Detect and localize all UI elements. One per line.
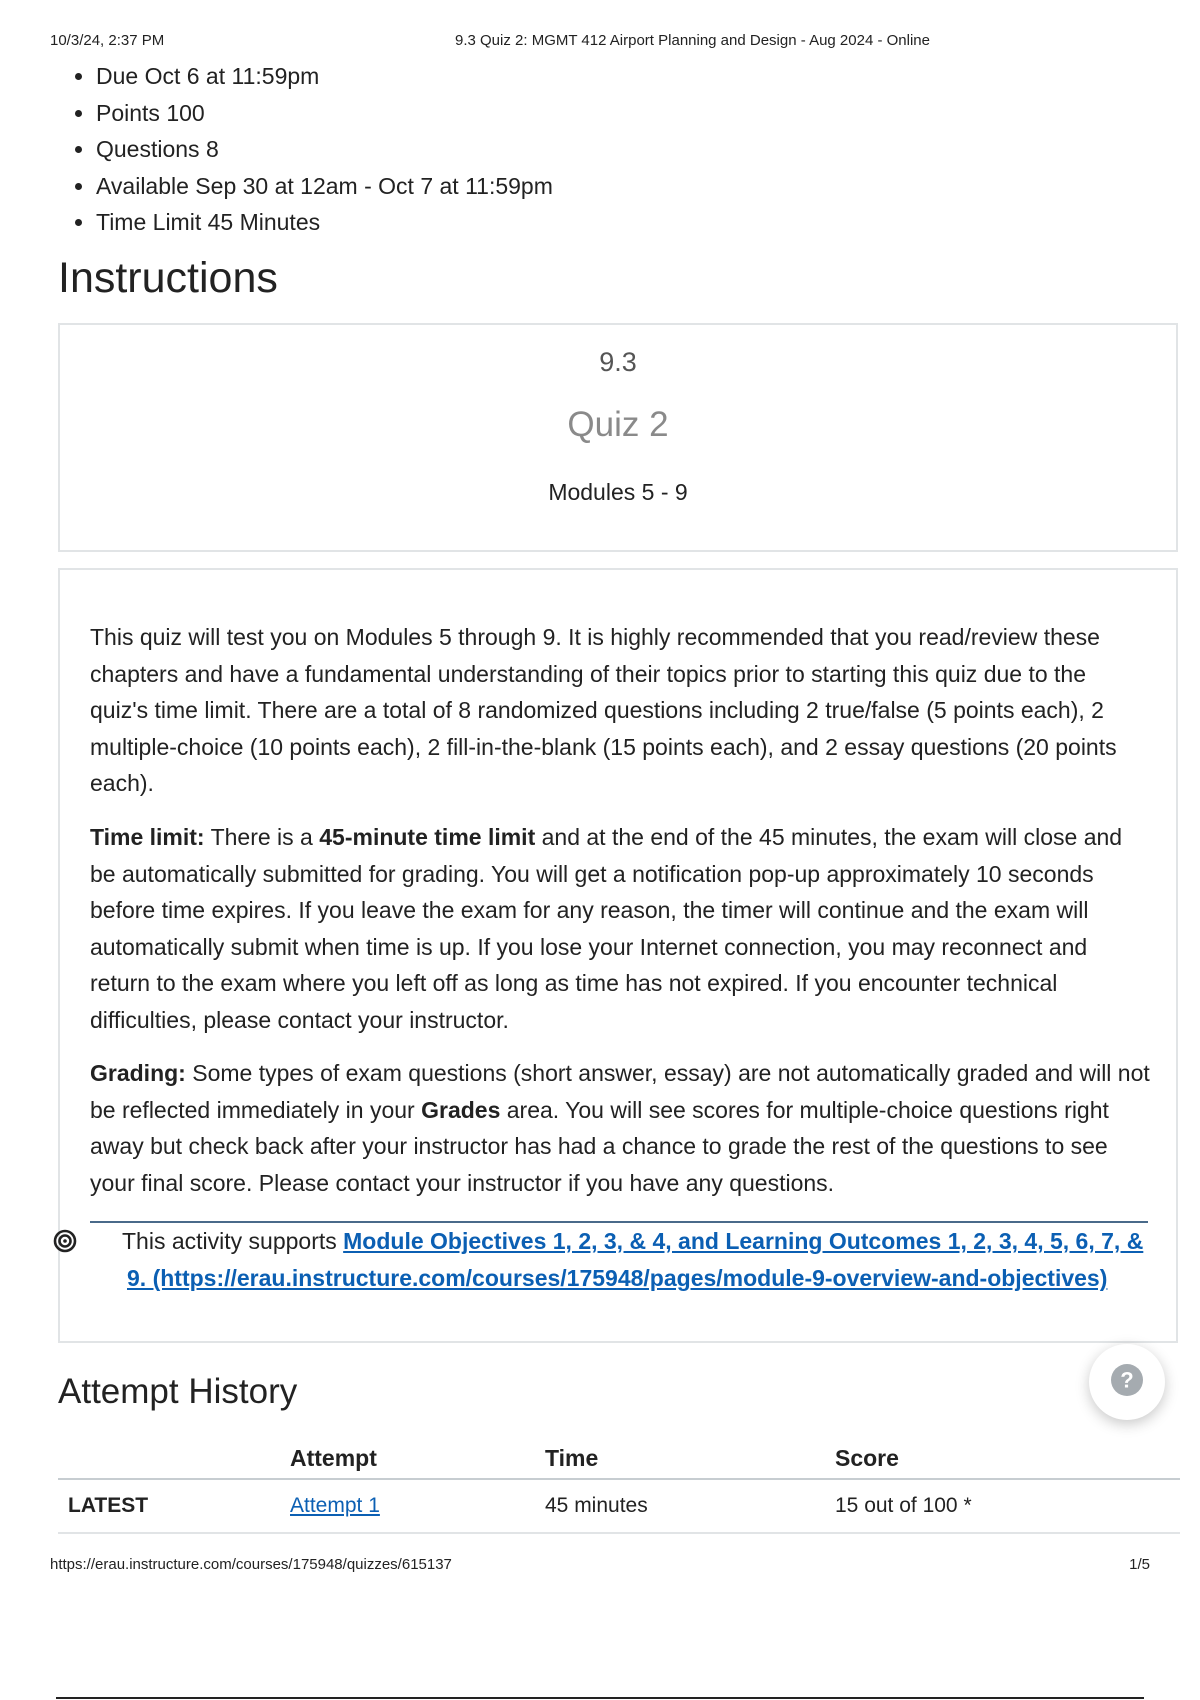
- attempt-link[interactable]: Attempt 1: [290, 1494, 380, 1517]
- banner-modules: Modules 5 - 9: [548, 479, 688, 505]
- time-limit-text-a: There is a: [204, 824, 320, 850]
- attempt-score: 15 out of 100 *: [825, 1479, 1180, 1533]
- attempt-time: 45 minutes: [535, 1479, 825, 1533]
- print-url: https://erau.instructure.com/courses/175948/quizzes/615137: [50, 1556, 452, 1573]
- print-header: [50, 32, 1150, 52]
- time-limit-label: Time limit:: [90, 824, 205, 850]
- quiz-detail-due: • Due Oct 6 at 11:59pm: [96, 58, 553, 95]
- quiz-detail-questions: • Questions 8: [96, 131, 553, 168]
- time-limit-bold: 45-minute time limit: [319, 824, 536, 850]
- banner-number: 9.3: [599, 347, 637, 377]
- attempt-cell: [280, 1479, 535, 1533]
- quiz-banner: [58, 323, 1178, 552]
- help-icon: [1110, 1363, 1144, 1402]
- grading-text-a: Some types of exam questions (short answer, essay) are not automatically graded and will not be reflected immediately in your: [90, 1060, 1150, 1123]
- quiz-detail-time-limit: • Time Limit 45 Minutes: [96, 204, 553, 241]
- svg-text:?: ?: [1120, 1367, 1134, 1392]
- help-button[interactable]: [1089, 1344, 1165, 1420]
- grading-bold: Grades: [421, 1096, 501, 1123]
- attempt-history-heading: Attempt History: [58, 1372, 298, 1411]
- objectives-link[interactable]: Module Objectives 1, 2, 3, & 4, and Learning Outcomes 1, 2, 3, 4, 5, 6, 7, & 9. (https://erau.instructure.com/courses/175948/pages/module-9-overview-and-objectives): [127, 1228, 1144, 1291]
- column-header-time: Time: [535, 1438, 825, 1479]
- instructions-heading: Instructions: [58, 254, 278, 302]
- column-header-status: [58, 1438, 280, 1479]
- time-limit-text-b: and at the end of the 45 minutes, the exam will close and be automatically submitted for grading. You will get a notification pop-up approximately 10 seconds before time expires. If you leave the exam for any reason, the timer will continue and the exam will automatically submit when time is up. If you lose your Internet connection, you may reconnect and return to the exam where you left off as long as time has not expired. If you encounter technical difficulties, please contact your instructor.: [90, 824, 1123, 1033]
- attempt-status: LATEST: [58, 1479, 280, 1533]
- table-header-row: [58, 1438, 1180, 1479]
- table-row: [58, 1479, 1180, 1533]
- column-header-score: Score: [825, 1438, 1180, 1479]
- quiz-detail-points: • Points 100: [96, 95, 553, 132]
- supports-prefix: This activity supports: [122, 1228, 344, 1254]
- quiz-details-list: [58, 58, 553, 241]
- instructions-body: [58, 568, 1178, 1343]
- banner-quiz-title: Quiz 2: [567, 405, 669, 444]
- attempt-history-table: [58, 1438, 1180, 1534]
- print-page-title: 9.3 Quiz 2: MGMT 412 Airport Planning and Design - Aug 2024 - Online: [455, 32, 930, 49]
- grading-text-b: area. You will see scores for multiple-choice questions right away but check back after your instructor has had a chance to grade the rest of the questions to see your final score. Please contact your instructor if you have any questions.: [90, 1096, 1109, 1196]
- column-header-attempt: Attempt: [280, 1438, 535, 1479]
- grading-label: Grading:: [90, 1060, 186, 1086]
- target-icon: [90, 1227, 114, 1251]
- quiz-detail-available: • Available Sep 30 at 12am - Oct 7 at 11:59pm: [96, 168, 553, 205]
- print-footer: [50, 1556, 1150, 1576]
- page-bottom-divider: [56, 1697, 1144, 1699]
- print-datetime: 10/3/24, 2:37 PM: [50, 32, 165, 49]
- time-limit-paragraph: [90, 819, 1150, 1038]
- grading-paragraph: [90, 1055, 1150, 1201]
- intro-paragraph: This quiz will test you on Modules 5 through 9. It is highly recommended that you read/review these chapters and have a fundamental understanding of their topics prior to starting this quiz due to the quiz's time limit. There are a total of 8 randomized questions including 2 true/false (5 points each), 2 multiple-choice (10 points each), 2 fill-in-the-blank (15 points each), and 2 essay questions (20 points each).: [90, 624, 1117, 796]
- print-page-number: 1/5: [1129, 1556, 1150, 1573]
- supports-statement: [90, 1223, 1150, 1297]
